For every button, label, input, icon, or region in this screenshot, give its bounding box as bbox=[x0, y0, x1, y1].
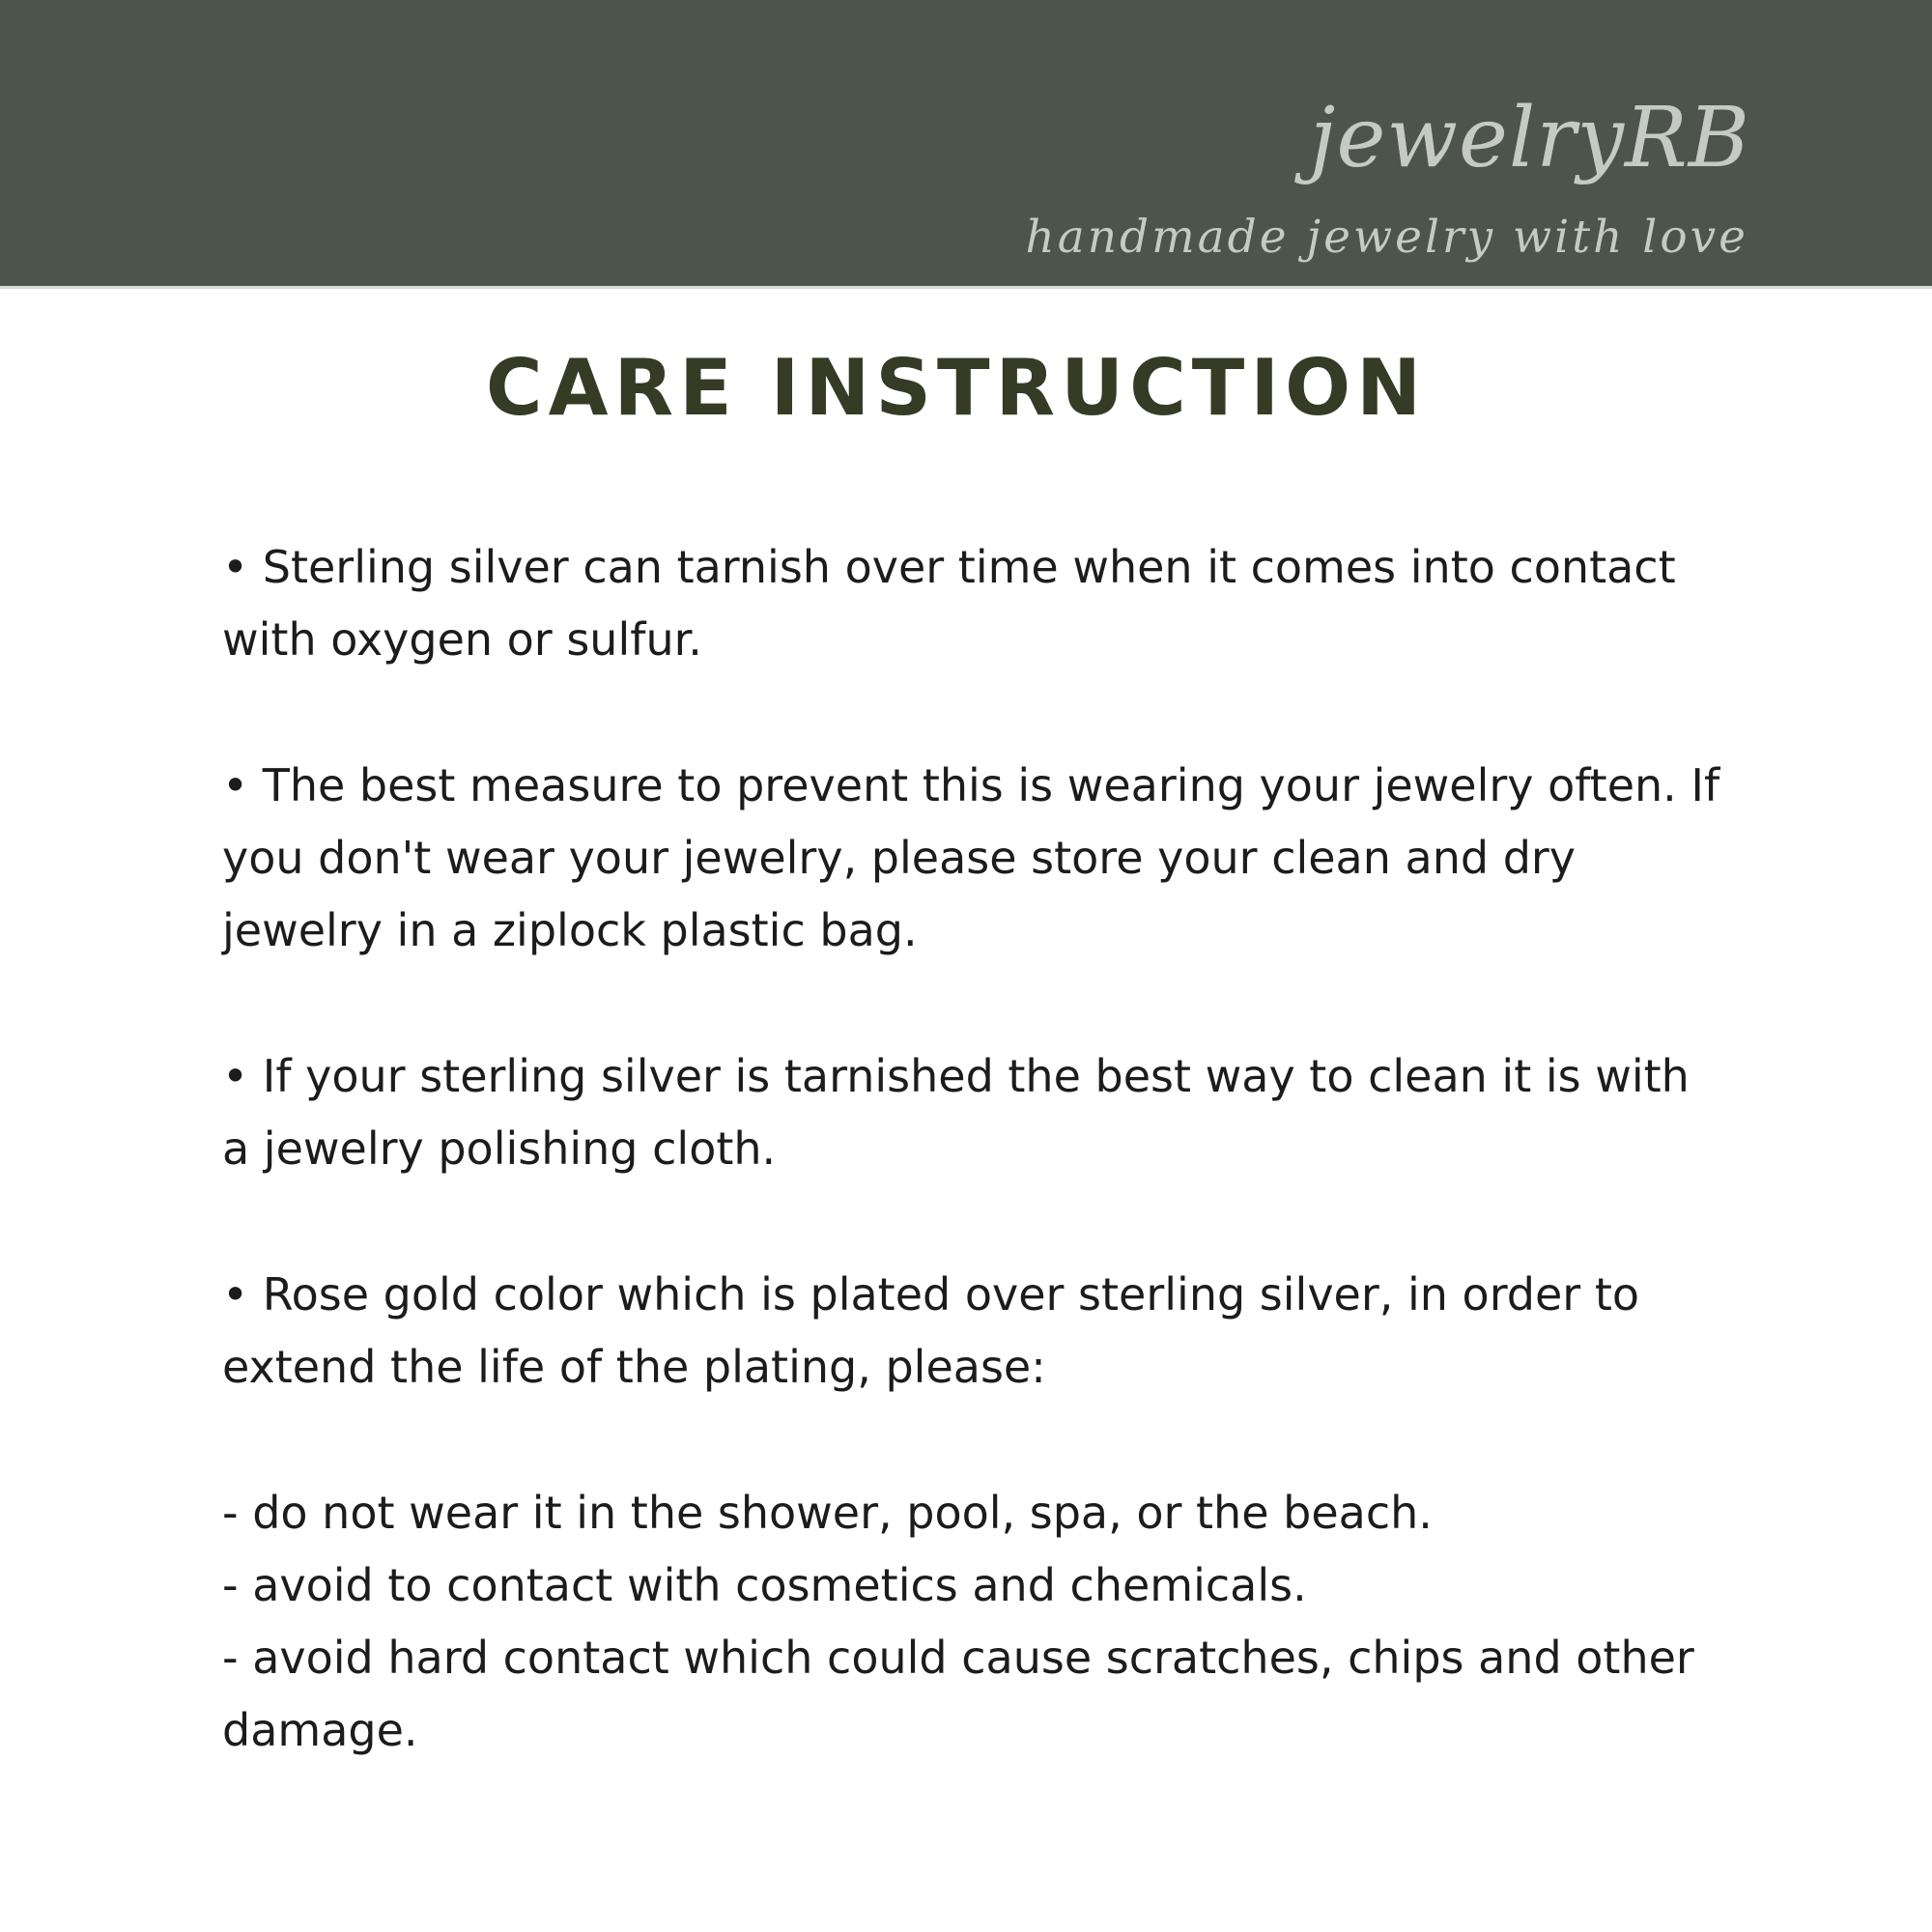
brand-tagline: handmade jewelry with love bbox=[1025, 211, 1748, 264]
header-banner bbox=[0, 0, 1932, 289]
plating-tip-water: - do not wear it in the shower, pool, spa, or the beach. bbox=[222, 1487, 1433, 1539]
brand-logo-text: jewelryRB bbox=[1309, 90, 1750, 186]
plating-tips-list bbox=[222, 1477, 1729, 1767]
instruction-paragraph-cleaning: • If your sterling silver is tarnished the best way to clean it is with a jewelry polishing cloth. bbox=[222, 1050, 1690, 1175]
plating-tip-chemicals: - avoid to contact with cosmetics and chemicals. bbox=[222, 1559, 1307, 1611]
plating-tip-hard-contact: - avoid hard contact which could cause scratches, chips and other damage. bbox=[222, 1632, 1694, 1756]
instruction-paragraph-tarnish: • Sterling silver can tarnish over time when it comes into contact with oxygen or sulfur. bbox=[222, 541, 1676, 666]
care-instructions-body bbox=[222, 531, 1729, 1767]
instruction-paragraph-storage: • The best measure to prevent this is wearing your jewelry often. If you don't wear your jewelry, please store your clean and dry jewelry in a ziplock plastic bag. bbox=[222, 759, 1720, 956]
instruction-paragraph-rose-gold: • Rose gold color which is plated over sterling silver, in order to extend the life of the plating, please: bbox=[222, 1268, 1640, 1393]
page-title: CARE INSTRUCTION bbox=[485, 343, 1428, 433]
